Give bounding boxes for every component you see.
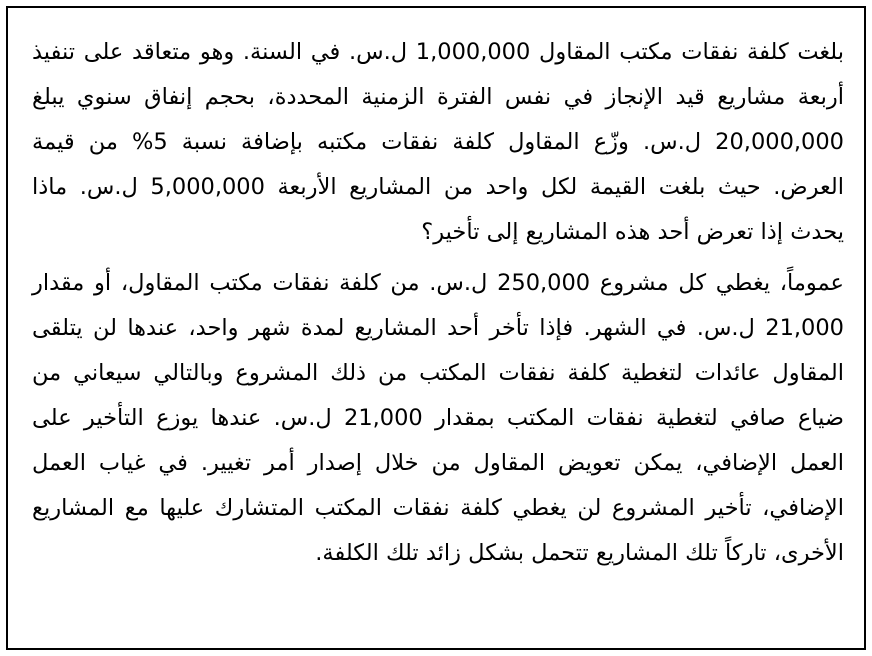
paragraph-delay-impact: عموماً، يغطي كل مشروع 250,000 ل.س. من كلفة نفقات مكتب المقاول، أو مقدار 21,000 ل.س. في الشهر. فإذا تأخر أحد المشاريع لمدة شهر واحد، عندها لن يتلقى المقاول عائدات لتغطية كلفة نفقات المكتب من ذلك المشروع وبالتالي سيعاني من ضياع صافي لتغطية نفقات المكتب بمقدار 21,000 ل.س. عندها يوزع التأخير على العمل الإضافي، يمكن تعويض المقاول من خلال إصدار أمر تغيير. في غياب العمل الإضافي، تأخير المشروع لن يغطي كلفة نفقات المكتب المتشارك عليها مع المشاريع الأخرى، تاركاً تلك المشاريع تتحمل بشكل زائد تلك الكلفة. <box>32 270 845 566</box>
text-frame <box>6 6 866 650</box>
paragraph-office-overhead: بلغت كلفة نفقات مكتب المقاول 1,000,000 ل.س. في السنة. وهو متعاقد على تنفيذ أربعة مشاريع قيد الإنجاز في نفس الفترة الزمنية المحددة، بحجم إنفاق سنوي يبلغ 20,000,000 ل.س. وزّع المقاول كلفة نفقات مكتبه بإضافة نسبة 5% من قيمة العرض. حيث بلغت القيمة لكل واحد من المشاريع الأربعة 5,000,000 ل.س. ماذا يحدث إذا تعرض أحد هذه المشاريع إلى تأخير؟ <box>32 39 844 245</box>
